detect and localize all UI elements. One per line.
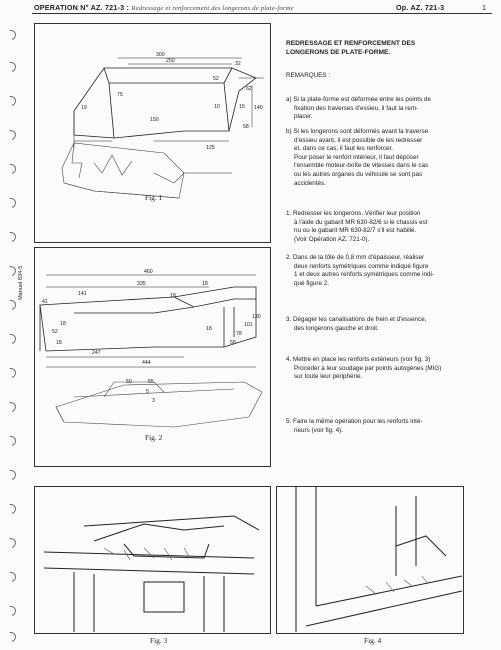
binder-hole (4, 28, 18, 42)
fig1-caption: Fig. 1 (145, 193, 163, 202)
binder-hole (4, 630, 18, 644)
fig2-dim-444: 444 (142, 360, 151, 366)
step-5-line: rieurs (voir fig. 4). (294, 426, 343, 434)
section-title-line2: LONGERONS DE PLATE-FORME. (286, 48, 391, 56)
fig1-drawing (34, 23, 269, 241)
fig2-dim-78: 78 (236, 331, 242, 337)
manual-side-label: Manuel 834-5 (18, 265, 24, 300)
binder-hole (4, 604, 18, 618)
binder-hole (4, 468, 18, 482)
fig2-dim-18: 18 (56, 340, 62, 346)
fig2-dim-18: 18 (206, 326, 212, 332)
step-1 (286, 210, 428, 244)
fig2-dim-55: 55 (148, 379, 154, 385)
step-2-line: qué figure 2. (294, 279, 330, 287)
fig2-dim-18: 18 (170, 293, 176, 299)
fig2-dim-41: 41 (42, 299, 48, 305)
fig1-dim-75: 75 (117, 92, 123, 98)
operation-number: OPERATION N° AZ. 721-3 : (34, 3, 130, 12)
fig2-dim-58: 58 (230, 340, 236, 346)
step-4-line: 4. Mettre en place les renforts extérieurs (voir fig. 3) (286, 356, 431, 363)
remark-a (286, 96, 431, 122)
binder-hole (4, 332, 18, 346)
step-4-line: sur toute leur périphérie. (294, 373, 363, 381)
fig2-dim-130: 130 (252, 314, 261, 320)
remark-b-line: accidentés. (294, 179, 326, 187)
step-1-line: à l'aide du gabarit MR 630-82/6 si le chassis est (294, 218, 428, 226)
fig4-caption: Fig. 4 (364, 636, 382, 645)
binder-hole (4, 366, 18, 380)
header-rule (32, 13, 492, 14)
step-4-line: Procéder à leur soudage par points autogènes (MIG) (294, 364, 442, 372)
step-1-line: 1. Redresser les longerons. Vérifier leur position (286, 210, 421, 217)
fig1-dim-300: 300 (156, 52, 165, 58)
step-1-line: nu ou le gabarit MR 630-82/7 s'il est habillé. (294, 227, 417, 235)
fig2-dim-141: 141 (78, 291, 87, 297)
operation-reference: Op. AZ. 721-3 (396, 3, 445, 12)
fig1-dim-62: 62 (246, 86, 252, 92)
step-4 (286, 356, 441, 382)
fig2-dim-335: 335 (137, 281, 146, 287)
section-title (286, 40, 415, 57)
binder-hole (4, 298, 18, 312)
fig1-dim-19: 19 (81, 105, 87, 111)
binder-hole (4, 570, 18, 584)
fig2-dim-50: 50 (126, 379, 132, 385)
fig1-dim-150: 150 (150, 117, 159, 123)
fig3-drawing (34, 486, 269, 632)
fig1-dim-140: 140 (254, 105, 263, 111)
fig2-dim-460: 460 (144, 269, 153, 275)
fig4-drawing (276, 486, 462, 632)
fig2-dim-52: 52 (52, 329, 58, 335)
binder-hole (4, 94, 18, 108)
binder-hole (4, 230, 18, 244)
fig2-dim-18: 18 (60, 321, 66, 327)
fig1-dim-15: 15 (239, 104, 245, 110)
remark-b-line: ou les autres organes du véhicule se sont pas (294, 170, 423, 178)
binder-hole (4, 434, 18, 448)
fig2-caption: Fig. 2 (145, 433, 163, 442)
step-1-line: (Voir Opération AZ. 721-0). (294, 235, 370, 243)
remark-a-line: fixation des traverses d'essieu, il faut la rem- (294, 104, 419, 112)
step-3 (286, 316, 427, 333)
fig1-dim-32: 32 (235, 61, 241, 67)
remarks-title: REMARQUES : (286, 72, 331, 79)
remark-a-line: placer. (294, 113, 313, 121)
binder-hole (4, 264, 18, 278)
remark-b-line: Pour poser le renfort intérieur, il faut déposer (294, 153, 419, 161)
fig2-dim-247: 247 (92, 350, 101, 356)
step-2-line: deux renforts symétriques comme indiqué figure (294, 262, 429, 270)
binder-hole (4, 196, 18, 210)
binder-hole (4, 536, 18, 550)
remark-a-line: a) Si la plate-forme est déformée entre les points de (286, 96, 431, 103)
fig1-dim-52: 52 (213, 76, 219, 82)
step-2 (286, 254, 434, 288)
operation-subtitle: Redressage et renforcement des longerons de plate-forme (131, 5, 294, 12)
fig1-dim-58: 58 (243, 124, 249, 130)
section-title-line1: REDRESSAGE ET RENFORCEMENT DES (286, 40, 416, 47)
header-operation (34, 3, 294, 12)
binder-hole (4, 60, 18, 74)
remark-b-line: d'essieu avant, il est possible de les redresser (294, 136, 423, 144)
page-number: 1 (482, 3, 487, 12)
step-3-line: des longerons gauche et droit. (294, 324, 379, 332)
fig3-caption: Fig. 3 (150, 636, 168, 645)
remark-b-line: b) Si les longerons sont déformés avant la traverse (286, 128, 429, 135)
fig1-dim-125: 125 (206, 145, 215, 151)
step-2-line: 2. Dans de la tôle de 0,8 mm d'épaisseur, réaliser (286, 254, 425, 261)
remark-b-line: l'ensemble moteur-boîte de vitesses dans le cas (294, 162, 429, 170)
binder-hole (4, 502, 18, 516)
step-5 (286, 418, 423, 435)
fig2-dim-3: 3 (152, 398, 155, 404)
step-2-line: 1 et deux autres renforts symétriques comme indi- (294, 271, 434, 279)
fig1-dim-10: 10 (214, 104, 220, 110)
fig2-dim-18: 18 (202, 281, 208, 287)
fig2-dim-101: 101 (244, 322, 253, 328)
binder-hole (4, 128, 18, 142)
remark-b (286, 128, 428, 188)
binder-hole (4, 162, 18, 176)
fig2-dim-5: 5 (146, 389, 149, 395)
step-5-line: 5. Faire la même opération pour les renforts inté- (286, 418, 423, 425)
fig1-dim-250: 250 (166, 58, 175, 64)
remark-b-line: et, dans ce cas, il faut les renforcer. (294, 145, 394, 153)
step-3-line: 3. Dégager les canalisations de frein et d'essence, (286, 316, 427, 323)
binder-hole (4, 400, 18, 414)
